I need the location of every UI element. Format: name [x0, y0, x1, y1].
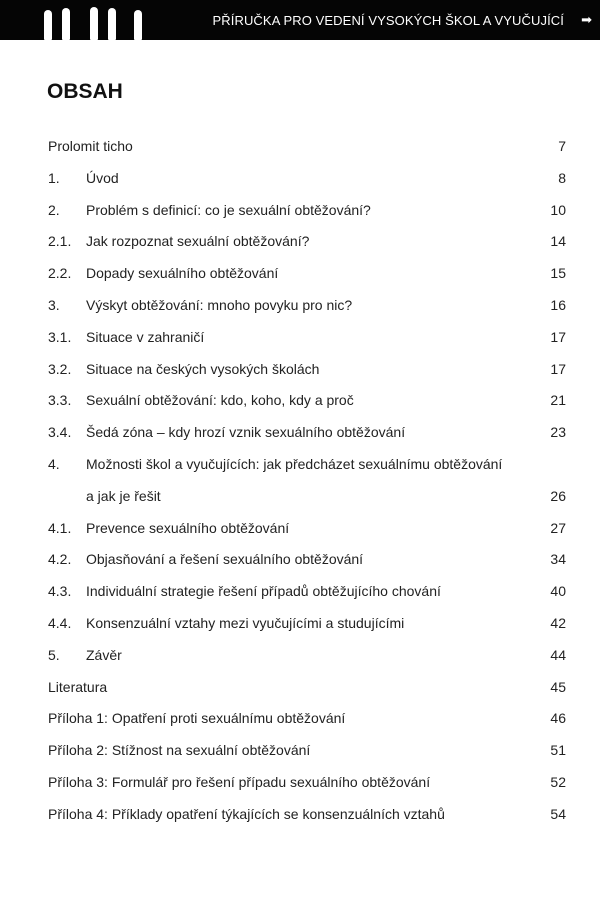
- toc-entry-title: Problém s definicí: co je sexuální obtěžování?: [86, 201, 371, 218]
- toc-entry[interactable]: [48, 767, 566, 799]
- toc-entry-page: 17: [550, 360, 566, 377]
- toc-entry-title: Situace na českých vysokých školách: [86, 360, 320, 377]
- toc-entry-number: 2.1.: [48, 233, 72, 250]
- toc-entry[interactable]: [48, 608, 566, 640]
- table-of-contents: [48, 131, 566, 831]
- header-bar: [0, 0, 600, 40]
- toc-entry-number: 4.2.: [48, 551, 72, 568]
- toc-entry[interactable]: [48, 735, 566, 767]
- toc-entry-title: Objasňování a řešení sexuálního obtěžování: [86, 551, 364, 568]
- toc-entry-title: Příloha 4: Příklady opatření týkajících se konsenzuálních vztahů: [48, 805, 445, 822]
- toc-entry-title: Literatura: [48, 678, 108, 695]
- toc-entry-page: 27: [550, 519, 566, 536]
- toc-entry-title: Prevence sexuálního obtěžování: [86, 519, 290, 536]
- toc-entry-number: 3.4.: [48, 424, 72, 441]
- toc-entry-number: 4.: [48, 455, 60, 472]
- toc-entry-page: 17: [550, 328, 566, 345]
- toc-entry-page: 40: [550, 583, 566, 600]
- header-title: PŘÍRUČKA PRO VEDENÍ VYSOKÝCH ŠKOL A VYUČUJÍCÍ: [212, 13, 564, 28]
- toc-entry[interactable]: [48, 163, 566, 195]
- toc-entry-title: Sexuální obtěžování: kdo, koho, kdy a proč: [86, 392, 354, 409]
- toc-entry[interactable]: [48, 640, 566, 672]
- toc-entry-page: 14: [550, 233, 566, 250]
- toc-entry-number: 3.1.: [48, 328, 72, 345]
- toc-entry[interactable]: [48, 672, 566, 704]
- toc-entry[interactable]: [48, 385, 566, 417]
- toc-entry-title: Šedá zóna – kdy hrozí vznik sexuálního obtěžování: [86, 424, 406, 441]
- toc-entry-title: Situace v zahraničí: [86, 328, 205, 345]
- toc-entry-page: 10: [550, 201, 566, 218]
- toc-entry-page: 34: [550, 551, 566, 568]
- arrow-right-icon: ➡: [581, 12, 592, 27]
- toc-entry-page: 7: [558, 138, 566, 154]
- toc-entry[interactable]: [48, 417, 566, 449]
- toc-entry[interactable]: [48, 131, 566, 163]
- toc-entry-page: 15: [550, 265, 566, 282]
- toc-entry[interactable]: [48, 354, 566, 386]
- toc-entry-page: 42: [550, 614, 566, 631]
- toc-entry-page: 46: [550, 710, 566, 727]
- toc-entry[interactable]: [48, 195, 566, 227]
- toc-entry-title: Příloha 3: Formulář pro řešení případu sexuálního obtěžování: [48, 773, 431, 790]
- toc-entry-page: 23: [550, 424, 566, 441]
- toc-entry-title: Výskyt obtěžování: mnoho povyku pro nic?: [86, 296, 353, 313]
- toc-entry-page: 26: [550, 487, 566, 504]
- toc-entry[interactable]: [48, 513, 566, 545]
- toc-entry-number: 2.2.: [48, 265, 72, 282]
- toc-entry-number: 1.: [48, 169, 60, 186]
- toc-entry-title: Dopady sexuálního obtěžování: [86, 265, 279, 282]
- page-title: OBSAH: [47, 80, 123, 103]
- toc-entry-number: 5.: [48, 646, 60, 663]
- toc-entry-title-continued: a jak je řešit: [86, 487, 161, 504]
- toc-entry-number: 4.3.: [48, 583, 72, 600]
- toc-entry-title: Jak rozpoznat sexuální obtěžování?: [86, 233, 310, 250]
- toc-entry-page: 16: [550, 296, 566, 313]
- toc-entry-page: 51: [550, 742, 566, 759]
- toc-entry[interactable]: [48, 799, 566, 831]
- toc-entry[interactable]: [48, 544, 566, 576]
- toc-entry-number: 4.4.: [48, 614, 72, 631]
- toc-entry[interactable]: [48, 576, 566, 608]
- toc-entry-page: 45: [550, 678, 566, 695]
- toc-entry-page: 8: [558, 169, 566, 186]
- toc-entry-title: Konsenzuální vztahy mezi vyučujícími a studujícími: [86, 614, 405, 631]
- toc-entry-title: Individuální strategie řešení případů obtěžujícího chování: [86, 583, 441, 600]
- toc-entry-title: Možnosti škol a vyučujících: jak předcházet sexuálnímu obtěžování: [86, 455, 503, 472]
- toc-entry[interactable]: [48, 226, 566, 258]
- toc-entry-number: 4.1.: [48, 519, 72, 536]
- toc-entry[interactable]: [48, 290, 566, 322]
- toc-entry-number: 2.: [48, 201, 60, 218]
- toc-entry-title: Prolomit ticho: [48, 138, 133, 154]
- toc-entry-number: 3.3.: [48, 392, 72, 409]
- people-silhouettes-logo: [44, 4, 142, 40]
- toc-entry-number: 3.: [48, 296, 60, 313]
- toc-entry[interactable]: [48, 449, 566, 513]
- toc-entry-title: Příloha 2: Stížnost na sexuální obtěžování: [48, 742, 311, 759]
- toc-entry-title: Příloha 1: Opatření proti sexuálnímu obtěžování: [48, 710, 346, 727]
- toc-entry[interactable]: [48, 258, 566, 290]
- toc-entry-page: 52: [550, 773, 566, 790]
- toc-entry-page: 44: [550, 646, 566, 663]
- toc-entry-page: 54: [550, 805, 566, 822]
- toc-entry[interactable]: [48, 322, 566, 354]
- toc-entry-title: Závěr: [86, 646, 122, 663]
- toc-entry-number: 3.2.: [48, 360, 72, 377]
- toc-entry-title: Úvod: [86, 169, 119, 186]
- toc-entry-page: 21: [550, 392, 566, 409]
- toc-entry[interactable]: [48, 703, 566, 735]
